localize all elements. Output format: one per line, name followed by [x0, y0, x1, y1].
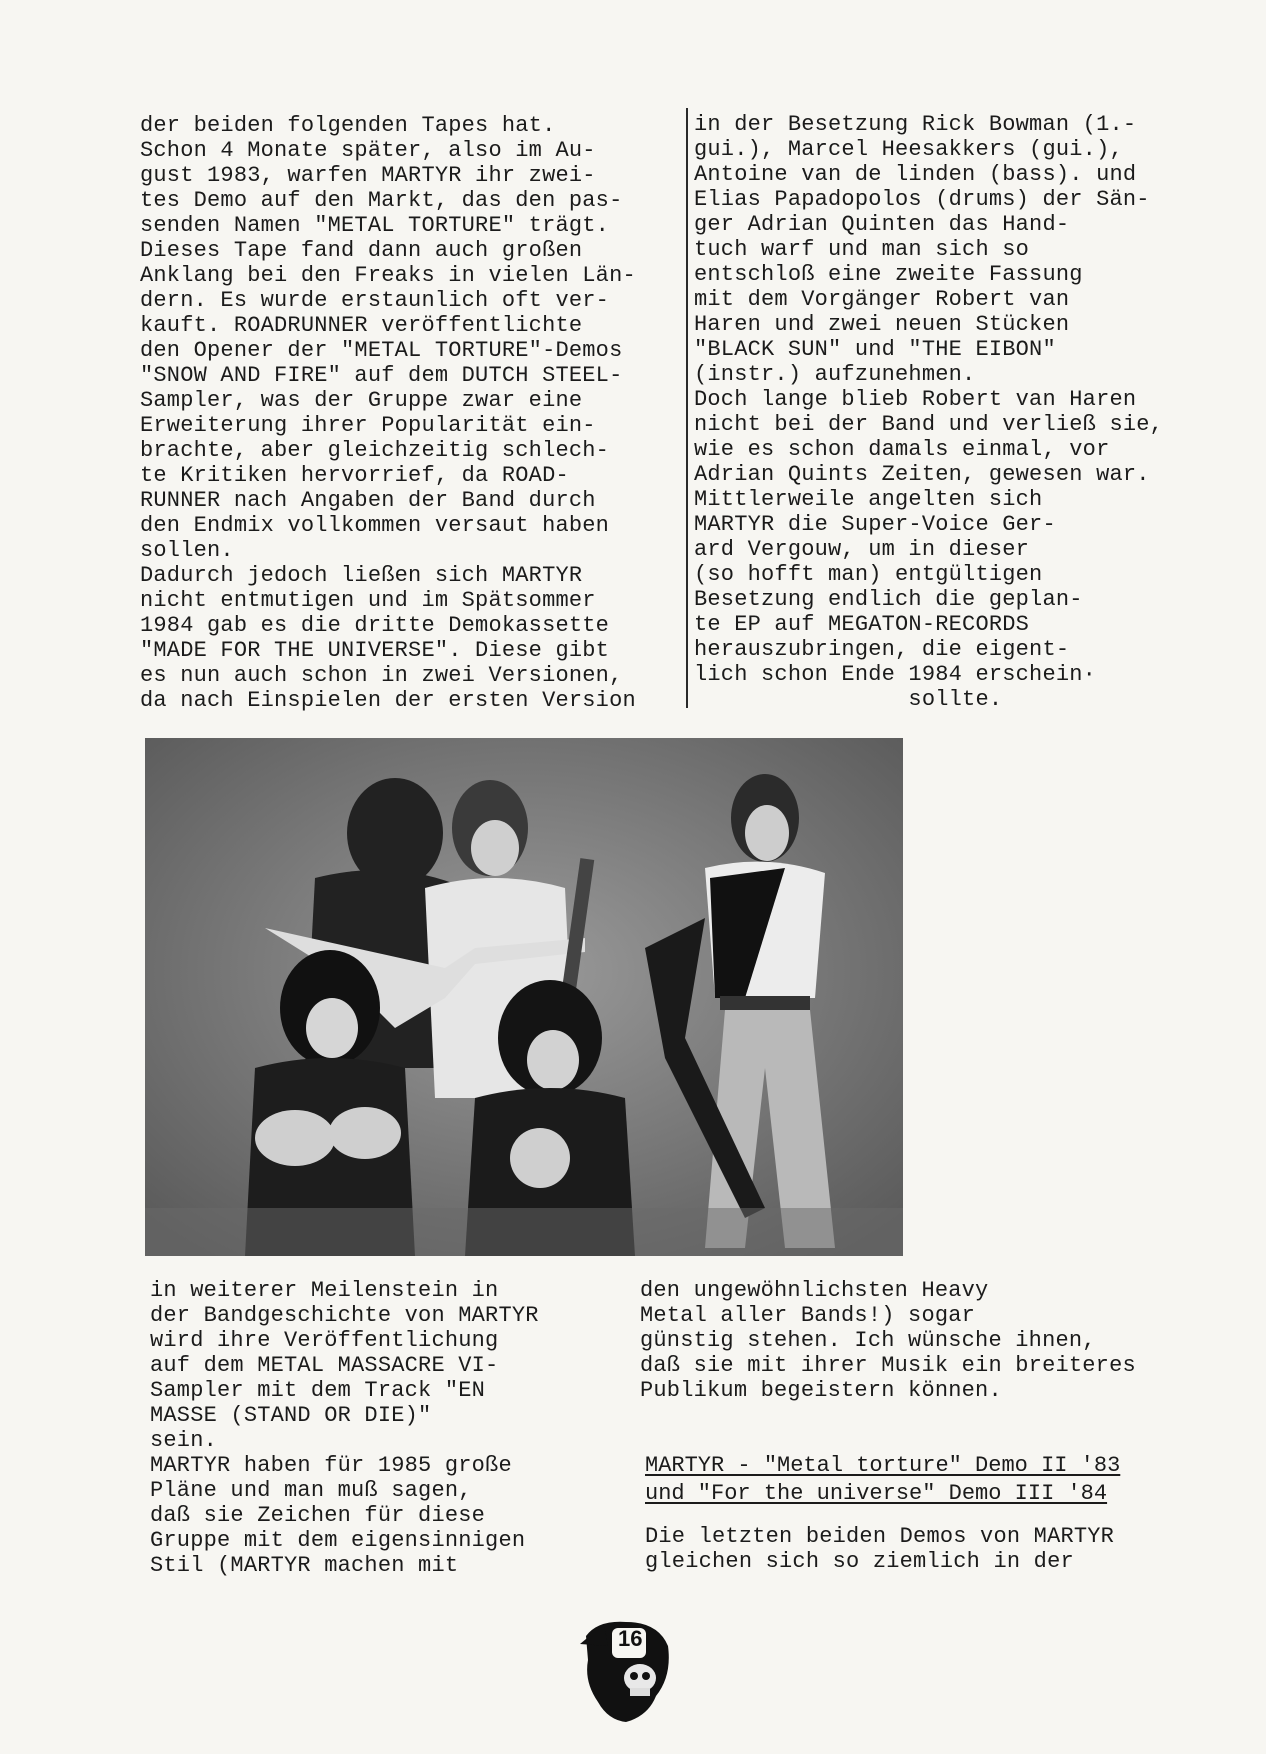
text-line: günstig stehen. Ich wünsche ihnen,	[640, 1328, 1096, 1353]
text-line: MARTYR die Super-Voice Ger-	[694, 512, 1056, 537]
text-line: Dadurch jedoch ließen sich MARTYR	[140, 563, 583, 588]
text-line: tes Demo auf den Markt, das den pas-	[140, 188, 623, 213]
text-line: ard Vergouw, um in dieser	[694, 537, 1030, 562]
text-line: te Kritiken hervorrief, da ROAD-	[140, 463, 569, 488]
top-left-column	[140, 113, 636, 713]
text-line: Antoine van de linden (bass). und	[694, 162, 1137, 187]
text-line: und "For the universe" Demo III '84	[645, 1481, 1108, 1506]
text-line: auf dem METAL MASSACRE VI-	[150, 1353, 499, 1378]
text-line: kauft. ROADRUNNER veröffentlichte	[140, 313, 583, 338]
text-line: Publikum begeistern können.	[640, 1378, 1002, 1403]
text-line: (instr.) aufzunehmen.	[694, 362, 976, 387]
text-line: Adrian Quints Zeiten, gewesen war.	[694, 462, 1150, 487]
text-line: 1984 gab es die dritte Demokassette	[140, 613, 610, 638]
text-line: Metal aller Bands!) sogar	[640, 1303, 976, 1328]
text-line: "MADE FOR THE UNIVERSE". Diese gibt	[140, 638, 610, 663]
text-line: Sampler mit dem Track "EN	[150, 1378, 486, 1403]
text-line: Haren und zwei neuen Stücken	[694, 312, 1070, 337]
text-line: der beiden folgenden Tapes hat.	[140, 113, 556, 138]
text-line: ger Adrian Quinten das Hand-	[694, 212, 1070, 237]
text-line: RUNNER nach Angaben der Band durch	[140, 488, 596, 513]
text-line: MASSE (STAND OR DIE)"	[150, 1403, 432, 1428]
text-line: entschloß eine zweite Fassung	[694, 262, 1083, 287]
text-line: sollte.	[694, 687, 1003, 712]
bottom-right-column	[640, 1278, 1136, 1403]
text-line: nicht bei der Band und verließ sie,	[694, 412, 1164, 437]
text-line: den Endmix vollkommen versaut haben	[140, 513, 610, 538]
text-line: Besetzung endlich die geplan-	[694, 587, 1083, 612]
text-line: Schon 4 Monate später, also im Au-	[140, 138, 596, 163]
text-line: in weiterer Meilenstein in	[150, 1278, 499, 1303]
text-line: Pläne und man muß sagen,	[150, 1478, 472, 1503]
page-number: 16	[618, 1626, 643, 1651]
text-line: da nach Einspielen der ersten Version	[140, 688, 636, 713]
text-line: sollen.	[140, 538, 234, 563]
top-right-column	[694, 112, 1163, 712]
text-line: nicht entmutigen und im Spätsommer	[140, 588, 596, 613]
text-line: "SNOW AND FIRE" auf dem DUTCH STEEL-	[140, 363, 623, 388]
text-line: mit dem Vorgänger Robert van	[694, 287, 1070, 312]
text-line: Sampler, was der Gruppe zwar eine	[140, 388, 583, 413]
text-line: wie es schon damals einmal, vor	[694, 437, 1110, 462]
review-body	[645, 1524, 1114, 1574]
review-heading	[645, 1452, 1120, 1508]
text-line: gleichen sich so ziemlich in der	[645, 1549, 1074, 1574]
text-line: Dieses Tape fand dann auch großen	[140, 238, 583, 263]
text-line: tuch warf und man sich so	[694, 237, 1030, 262]
band-photo-illustration	[145, 738, 903, 1256]
text-line: Erweiterung ihrer Popularität ein-	[140, 413, 596, 438]
text-line: brachte, aber gleichzeitig schlech-	[140, 438, 610, 463]
text-line: Doch lange blieb Robert van Haren	[694, 387, 1137, 412]
column-divider	[686, 108, 688, 708]
text-line: sein.	[150, 1428, 218, 1453]
text-line: te EP auf MEGATON-RECORDS	[694, 612, 1030, 637]
text-line: senden Namen "METAL TORTURE" trägt.	[140, 213, 610, 238]
text-line: den Opener der "METAL TORTURE"-Demos	[140, 338, 623, 363]
band-photo	[145, 738, 903, 1256]
text-line: (so hofft man) entgültigen	[694, 562, 1043, 587]
text-line: "BLACK SUN" und "THE EIBON"	[694, 337, 1056, 362]
text-line: Anklang bei den Freaks in vielen Län-	[140, 263, 636, 288]
text-line: MARTYR haben für 1985 große	[150, 1453, 512, 1478]
text-line: gui.), Marcel Heesakkers (gui.),	[694, 137, 1123, 162]
text-line: es nun auch schon in zwei Versionen,	[140, 663, 623, 688]
bottom-left-column	[150, 1278, 539, 1578]
text-line: den ungewöhnlichsten Heavy	[640, 1278, 989, 1303]
text-line: daß sie mit ihrer Musik ein breiteres	[640, 1353, 1136, 1378]
text-line: herauszubringen, die eigent-	[694, 637, 1070, 662]
text-line: Stil (MARTYR machen mit	[150, 1553, 459, 1578]
text-line: MARTYR - "Metal torture" Demo II '83	[645, 1453, 1121, 1478]
text-line: gust 1983, warfen MARTYR ihr zwei-	[140, 163, 596, 188]
text-line: in der Besetzung Rick Bowman (1.-	[694, 112, 1137, 137]
text-line: Mittlerweile angelten sich	[694, 487, 1043, 512]
text-line: der Bandgeschichte von MARTYR	[150, 1303, 539, 1328]
text-line: dern. Es wurde erstaunlich oft ver-	[140, 288, 610, 313]
text-line: Elias Papadopolos (drums) der Sän-	[694, 187, 1150, 212]
text-line: Gruppe mit dem eigensinnigen	[150, 1528, 526, 1553]
text-line: Die letzten beiden Demos von MARTYR	[645, 1524, 1115, 1549]
text-line: daß sie Zeichen für diese	[150, 1503, 486, 1528]
text-line: lich schon Ende 1984 erschein·	[694, 662, 1097, 687]
text-line: wird ihre Veröffentlichung	[150, 1328, 499, 1353]
